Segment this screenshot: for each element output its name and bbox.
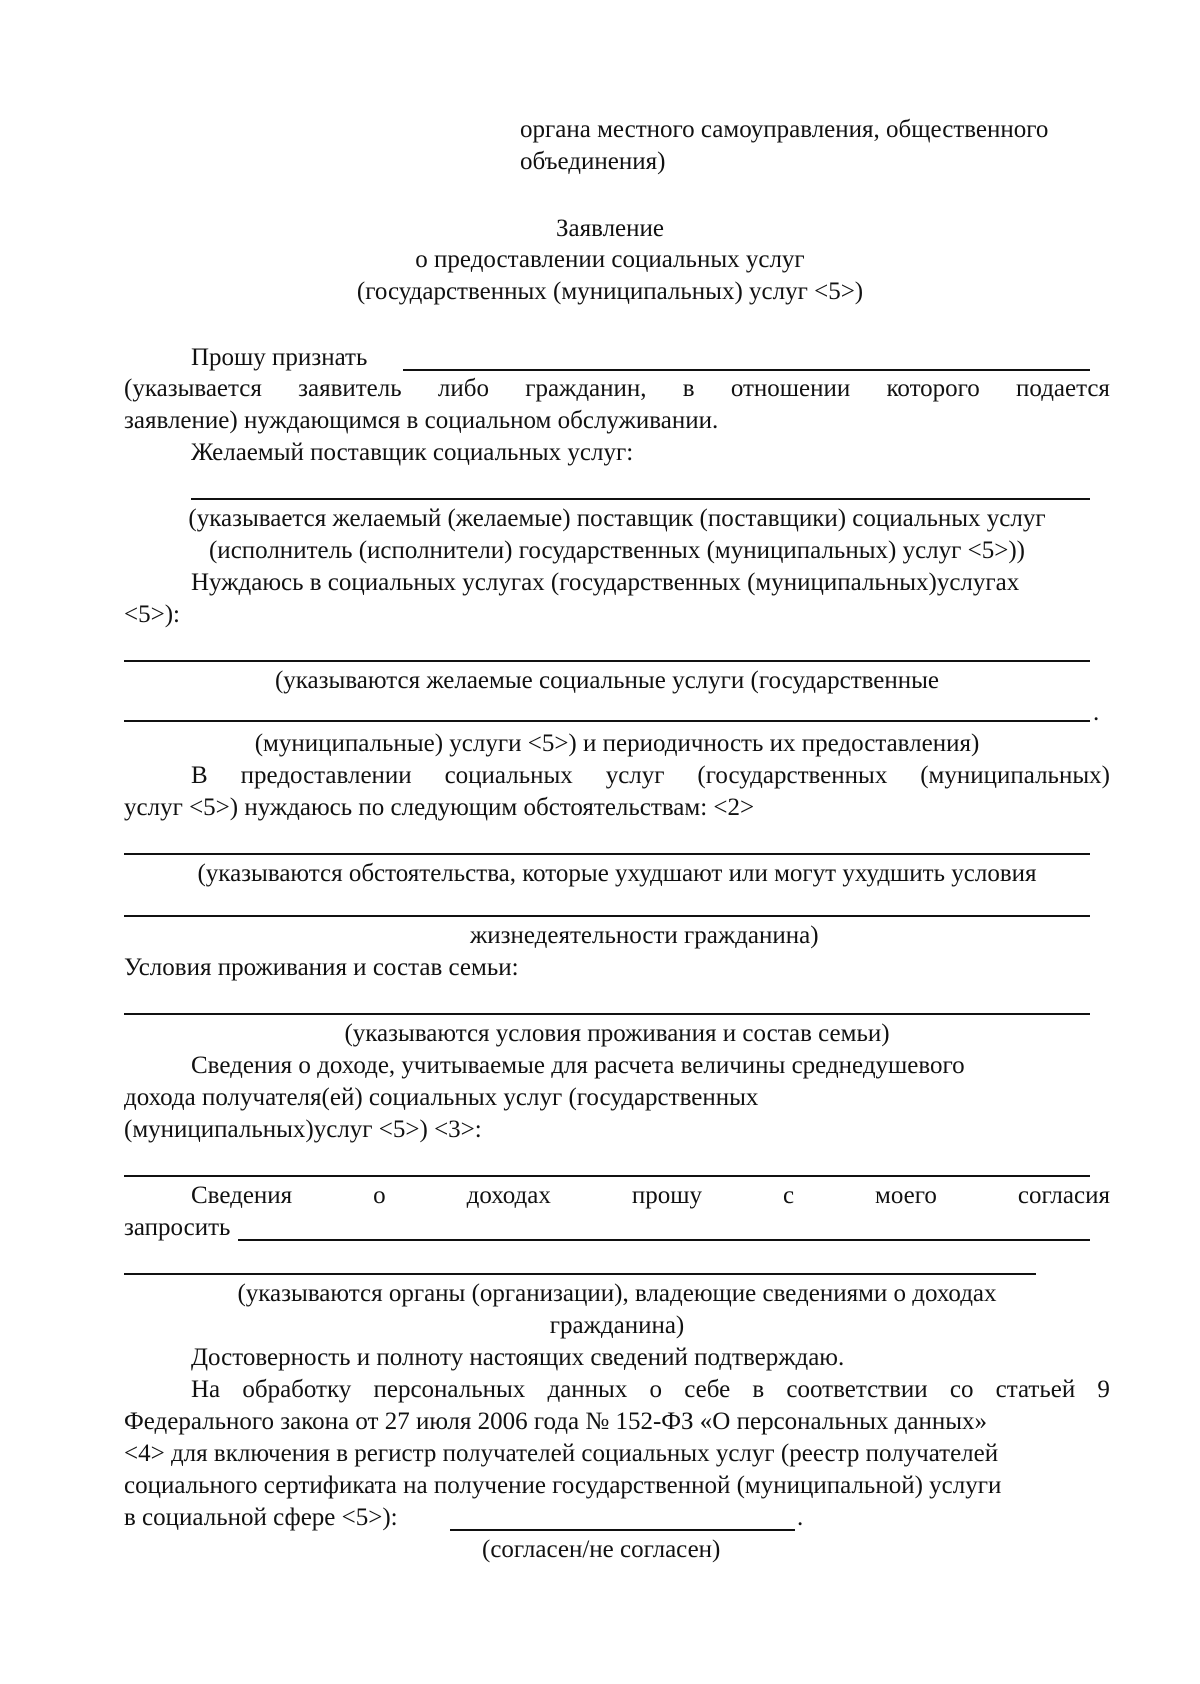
personal-data-line-2: Федерального закона от 27 июля 2006 года № 152-ФЗ «О персональных данных» [124,1408,988,1435]
income-consent-line-1 [191,1180,1110,1211]
provider-label: Желаемый поставщик социальных услуг: [191,439,634,466]
doc-subtitle-2: (государственных (муниципальных) услуг <5>) [356,278,864,305]
request-label: Прошу признать [191,344,368,371]
circumstances-word: (муниципальных) [920,762,1110,789]
personal-data-line-1 [191,1374,1110,1405]
services-label-2: <5>): [124,601,180,628]
income-blank-line[interactable] [124,1175,1090,1177]
income-label-2: дохода получателя(ей) социальных услуг (государственных [124,1084,759,1111]
services-blank-line-2[interactable] [124,720,1090,722]
provider-note-1: (указывается желаемый (желаемые) поставщик (поставщики) социальных услуг [188,505,1046,532]
personal-data-word: о [649,1376,663,1403]
circumstances-label-2: услуг <5>) нуждаюсь по следующим обстоятельствам: <2> [124,794,755,821]
circumstances-note-2: жизнедеятельности гражданина) [470,922,819,949]
doc-title: Заявление [555,215,665,242]
services-blank-line-1[interactable] [124,660,1090,662]
circumstances-blank-line-1[interactable] [124,853,1090,855]
income-consent-word: о [373,1182,386,1209]
services-label-1: Нуждаюсь в социальных услугах (государственных (муниципальных)услугах [191,569,1020,596]
circumstances-word: социальных [444,762,573,789]
personal-data-line-5: в социальной сфере <5>): [124,1504,398,1531]
income-label-3: (муниципальных)услуг <5>) <3>: [124,1116,482,1143]
request-note-word: подается [1016,375,1110,402]
personal-data-word: На [191,1376,221,1403]
circumstances-word: предоставлении [240,762,412,789]
request-note-word: заявитель [298,375,402,402]
request-note-word: которого [886,375,980,402]
request-note-word: в [682,375,695,402]
income-note-2: гражданина) [549,1312,685,1339]
request-note-word: (указывается [124,375,262,402]
personal-data-word: со [949,1376,974,1403]
personal-data-line-3: <4> для включения в регистр получателей социальных услуг (реестр получателей [124,1440,999,1467]
consent-blank-line[interactable] [450,1529,795,1531]
provider-note-2: (исполнитель (исполнители) государственных (муниципальных) услуг <5>)) [208,537,1025,564]
personal-data-word: в [752,1376,765,1403]
income-note-1: (указываются органы (организации), владеющие сведениями о доходах [237,1280,997,1307]
circumstances-word: услуг [605,762,665,789]
request-note-word: гражданин, [525,375,647,402]
org-line-1: органа местного самоуправления, общественного [520,116,1049,143]
circumstances-label-line-1 [191,760,1110,791]
circumstances-note-1: (указываются обстоятельства, которые ухудшают или могут ухудшить условия [197,860,1037,887]
income-request-blank-line[interactable] [238,1239,1090,1241]
confirm-text: Достоверность и полноту настоящих сведений подтверждаю. [191,1344,845,1371]
personal-data-line-4: социального сертификата на получение государственной (муниципальной) услуги [124,1472,1002,1499]
consent-note: (согласен/не согласен) [482,1536,721,1563]
personal-data-word: 9 [1097,1376,1110,1403]
personal-data-word: персональных [373,1376,526,1403]
income-label-1: Сведения о доходе, учитываемые для расчета величины среднедушевого [191,1052,965,1079]
income-consent-word: Сведения [191,1182,293,1209]
services-note-2: (муниципальные) услуги <5>) и периодичность их предоставления) [254,730,980,757]
org-line-2: объединения) [520,148,666,175]
personal-data-word: соответствии [786,1376,928,1403]
request-note-line-2: заявление) нуждающимся в социальном обслуживании. [124,407,719,434]
income-consent-label: запросить [124,1214,231,1241]
consent-period: . [797,1504,804,1531]
request-note-line-1 [124,373,1110,404]
circumstances-blank-line-2[interactable] [124,915,1090,917]
request-blank-line[interactable] [403,369,1090,371]
services-period: . [1093,699,1100,726]
living-note: (указываются условия проживания и состав семьи) [344,1020,890,1047]
circumstances-word: (государственных [697,762,888,789]
income-organs-blank-line[interactable] [124,1273,1036,1275]
personal-data-word: обработку [242,1376,352,1403]
request-note-word: отношении [730,375,851,402]
personal-data-word: статьей [995,1376,1076,1403]
living-blank-line[interactable] [124,1013,1090,1015]
living-label: Условия проживания и состав семьи: [124,954,519,981]
provider-blank-line[interactable] [191,498,1090,500]
income-consent-word: прошу [631,1182,702,1209]
income-consent-word: доходах [466,1182,551,1209]
personal-data-word: себе [684,1376,731,1403]
request-note-word: либо [437,375,489,402]
circumstances-word: В [191,762,208,789]
doc-subtitle-1: о предоставлении социальных услуг [415,246,805,273]
income-consent-word: моего [875,1182,937,1209]
income-consent-word: с [782,1182,795,1209]
personal-data-word: данных [547,1376,628,1403]
income-consent-word: согласия [1017,1182,1110,1209]
services-note-1: (указываются желаемые социальные услуги (государственные [274,667,940,694]
